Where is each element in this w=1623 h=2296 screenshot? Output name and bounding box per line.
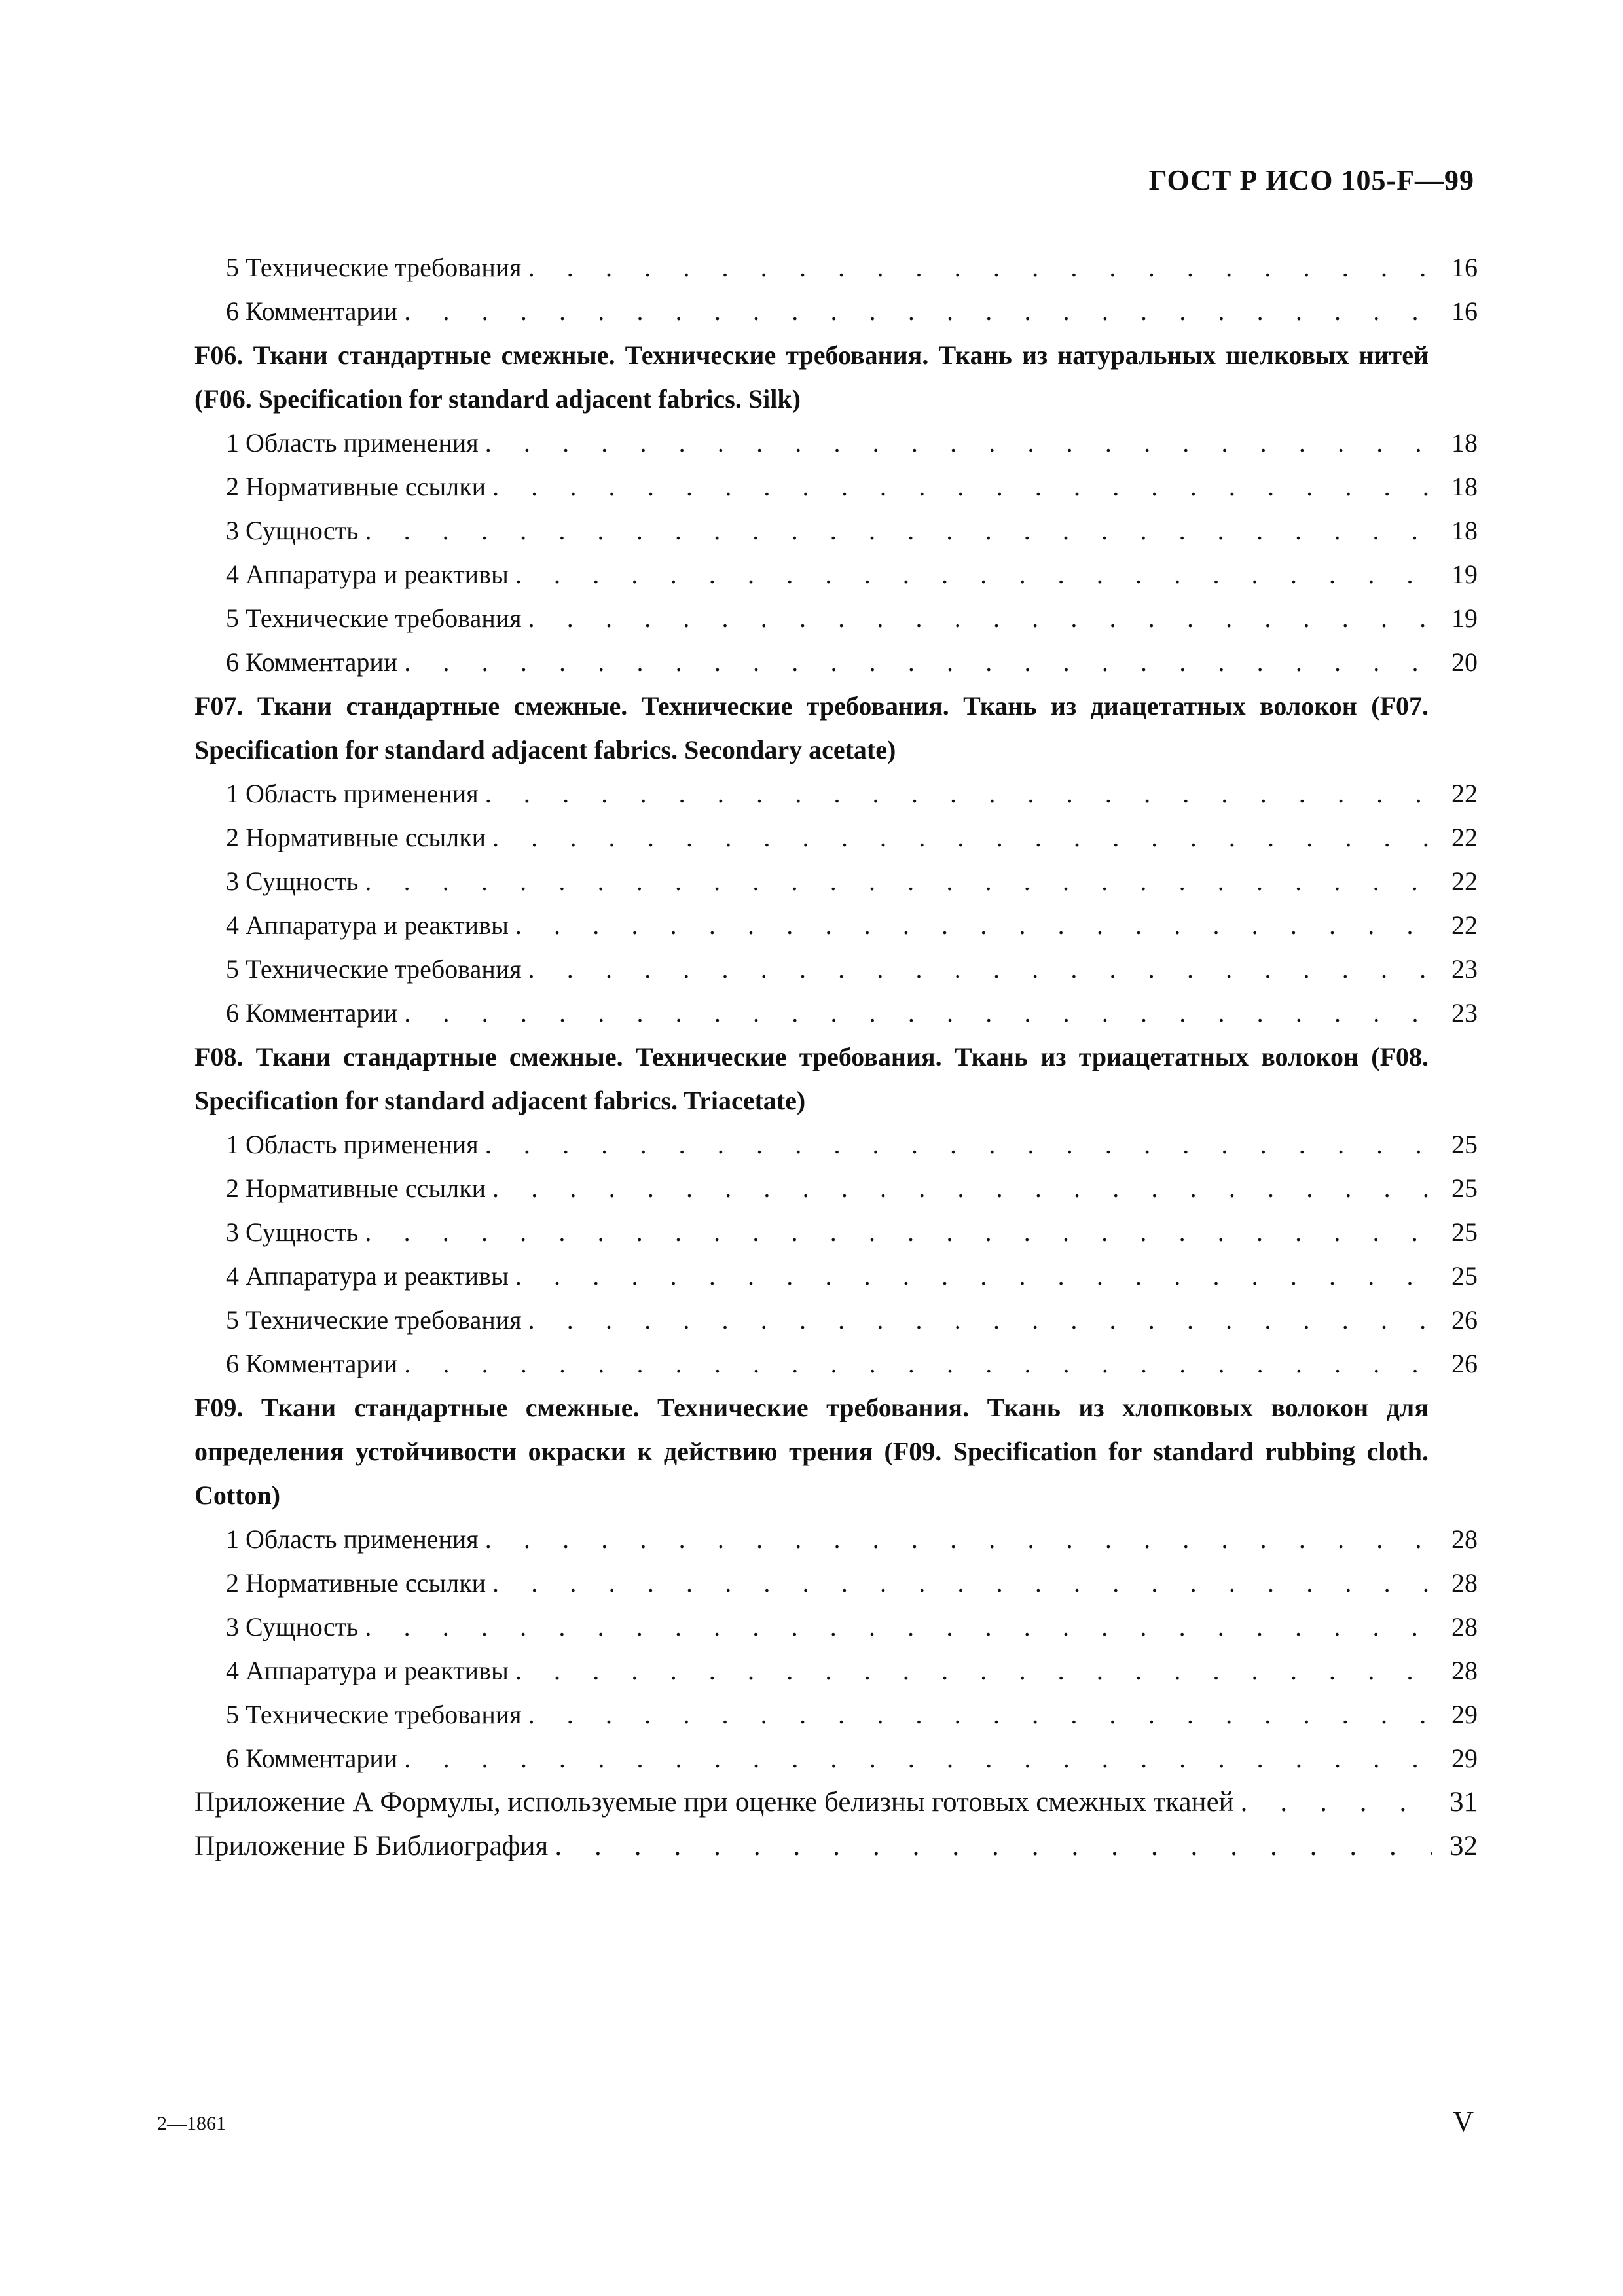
toc-entry-label: 3 Сущность — [226, 1217, 359, 1247]
toc-entry-label: 1 Область применения — [226, 779, 479, 808]
toc-page-number: 28 — [1451, 1568, 1478, 1598]
toc-entry-label: 1 Область применения — [226, 428, 479, 457]
toc-entry[interactable] — [194, 1254, 1478, 1298]
table-of-contents — [194, 245, 1478, 1868]
toc-entry-label: 5 Технические требования — [226, 603, 522, 633]
toc-page-number: 19 — [1451, 603, 1478, 633]
toc-entry-label: 2 Нормативные ссылки — [226, 1568, 486, 1598]
toc-entry[interactable] — [194, 640, 1478, 684]
toc-entry[interactable] — [194, 772, 1478, 816]
footer-page-number: V — [1453, 2106, 1474, 2138]
toc-entry[interactable] — [194, 596, 1478, 640]
toc-leader-dots — [492, 1561, 1432, 1605]
toc-page-number: 25 — [1451, 1217, 1478, 1247]
toc-entry-label: 3 Сущность — [226, 867, 359, 896]
toc-page-number: 31 — [1450, 1787, 1478, 1818]
toc-entry[interactable] — [194, 991, 1478, 1035]
toc-entry[interactable] — [194, 816, 1478, 859]
toc-entry-label: 3 Сущность — [226, 516, 359, 545]
toc-leader-dots — [528, 1693, 1432, 1736]
toc-section-heading[interactable]: F07. Ткани стандартные смежные. Технические требования. Ткань из диацетатных волокон (F07. Specification for standard adjacent fabrics. Secondary acetate) — [194, 691, 1429, 764]
toc-page-number: 22 — [1451, 910, 1478, 940]
toc-entry[interactable] — [194, 1736, 1478, 1780]
toc-entry[interactable] — [194, 1605, 1478, 1649]
toc-leader-dots — [555, 1824, 1432, 1868]
toc-entry-label: Приложение Б Библиография — [194, 1831, 549, 1861]
toc-leader-dots — [365, 1210, 1432, 1254]
toc-leader-dots — [485, 421, 1432, 465]
toc-entry[interactable] — [194, 245, 1478, 289]
toc-entry-label: 5 Технические требования — [226, 253, 522, 282]
toc-page-number: 25 — [1451, 1130, 1478, 1159]
toc-entry[interactable] — [194, 903, 1478, 947]
toc-page-number: 29 — [1451, 1744, 1478, 1773]
toc-entry-label: 4 Аппаратура и реактивы — [226, 1656, 509, 1685]
toc-leader-dots — [404, 1736, 1432, 1780]
toc-leader-dots — [485, 1517, 1432, 1561]
toc-entry-label: 4 Аппаратура и реактивы — [226, 1261, 509, 1291]
toc-entry[interactable] — [194, 947, 1478, 991]
toc-page-number: 28 — [1451, 1656, 1478, 1685]
toc-section-heading[interactable]: F09. Ткани стандартные смежные. Технические требования. Ткань из хлопковых волокон для определения устойчивости окраски к действию трения (F09. Specification for standard rubbing cloth. Cotton) — [194, 1393, 1429, 1510]
toc-entry-label: 5 Технические требования — [226, 1700, 522, 1729]
toc-entry-label: Приложение А Формулы, используемые при оценке белизны готовых смежных тканей — [194, 1787, 1234, 1818]
toc-leader-dots — [528, 245, 1432, 289]
toc-entry[interactable] — [194, 1693, 1478, 1736]
toc-entry[interactable] — [194, 421, 1478, 465]
toc-leader-dots — [485, 1122, 1432, 1166]
toc-page-number: 26 — [1451, 1305, 1478, 1335]
toc-page-number: 19 — [1451, 560, 1478, 589]
toc-entry-label: 6 Комментарии — [226, 998, 398, 1028]
toc-entry-label: 5 Технические требования — [226, 1305, 522, 1335]
toc-page-number: 23 — [1451, 954, 1478, 984]
toc-page-number: 22 — [1451, 779, 1478, 808]
toc-entry[interactable] — [194, 1122, 1478, 1166]
toc-entry-label: 6 Комментарии — [226, 1744, 398, 1773]
toc-leader-dots — [404, 1342, 1432, 1386]
toc-page-number: 22 — [1451, 867, 1478, 896]
toc-page-number: 29 — [1451, 1700, 1478, 1729]
toc-entry-label: 4 Аппаратура и реактивы — [226, 910, 509, 940]
toc-page-number: 18 — [1451, 516, 1478, 545]
toc-entry-label: 2 Нормативные ссылки — [226, 823, 486, 852]
toc-leader-dots — [365, 859, 1432, 903]
toc-leader-dots — [365, 1605, 1432, 1649]
toc-leader-dots — [404, 991, 1432, 1035]
toc-entry[interactable] — [194, 1166, 1478, 1210]
toc-leader-dots — [492, 816, 1432, 859]
toc-entry[interactable] — [194, 465, 1478, 509]
toc-leader-dots — [1241, 1780, 1432, 1824]
toc-entry[interactable] — [194, 1649, 1478, 1693]
toc-leader-dots — [365, 509, 1432, 552]
toc-page-number: 20 — [1451, 647, 1478, 677]
toc-page-number: 22 — [1451, 823, 1478, 852]
toc-leader-dots — [515, 552, 1432, 596]
toc-leader-dots — [492, 1166, 1432, 1210]
toc-leader-dots — [528, 1298, 1432, 1342]
toc-entry[interactable] — [194, 1517, 1478, 1561]
toc-page-number: 18 — [1451, 472, 1478, 501]
toc-page-number: 25 — [1451, 1174, 1478, 1203]
toc-entry[interactable] — [194, 1342, 1478, 1386]
toc-entry[interactable] — [194, 1298, 1478, 1342]
toc-entry[interactable] — [194, 509, 1478, 552]
toc-entry-label: 6 Комментарии — [226, 647, 398, 677]
toc-leader-dots — [404, 289, 1432, 333]
toc-entry-label: 6 Комментарии — [226, 1349, 398, 1378]
toc-entry-label: 1 Область применения — [226, 1524, 479, 1554]
toc-entry[interactable] — [194, 289, 1478, 333]
toc-page-number: 18 — [1451, 428, 1478, 457]
footer-print-code: 2—1861 — [157, 2113, 226, 2134]
toc-entry-label: 4 Аппаратура и реактивы — [226, 560, 509, 589]
toc-entry-label: 5 Технические требования — [226, 954, 522, 984]
toc-page-number: 16 — [1451, 296, 1478, 326]
toc-page-number: 28 — [1451, 1524, 1478, 1554]
toc-leader-dots — [492, 465, 1432, 509]
toc-entry-label: 3 Сущность — [226, 1612, 359, 1641]
toc-page-number: 23 — [1451, 998, 1478, 1028]
toc-entry[interactable] — [194, 1561, 1478, 1605]
toc-entry[interactable] — [194, 1210, 1478, 1254]
toc-page-number: 26 — [1451, 1349, 1478, 1378]
toc-leader-dots — [515, 1254, 1432, 1298]
toc-entry-label: 6 Комментарии — [226, 296, 398, 326]
standard-title: ГОСТ Р ИСО 105-F—99 — [1148, 164, 1474, 196]
toc-leader-dots — [528, 596, 1432, 640]
toc-section-heading[interactable]: F06. Ткани стандартные смежные. Технические требования. Ткань из натуральных шелковых нитей (F06. Specification for standard adjacent fabrics. Silk) — [194, 340, 1429, 414]
toc-entry[interactable] — [194, 1780, 1478, 1824]
toc-page-number: 16 — [1451, 253, 1478, 282]
toc-page-number: 28 — [1451, 1612, 1478, 1641]
toc-entry[interactable] — [194, 1824, 1478, 1868]
toc-leader-dots — [404, 640, 1432, 684]
toc-section-heading[interactable]: F08. Ткани стандартные смежные. Технические требования. Ткань из триацетатных волокон (F08. Specification for standard adjacent fabrics. Triacetate) — [194, 1042, 1429, 1115]
toc-leader-dots — [485, 772, 1432, 816]
toc-page-number: 25 — [1451, 1261, 1478, 1291]
toc-entry-label: 2 Нормативные ссылки — [226, 472, 486, 501]
toc-entry-label: 1 Область применения — [226, 1130, 479, 1159]
toc-leader-dots — [515, 1649, 1432, 1693]
toc-entry-label: 2 Нормативные ссылки — [226, 1174, 486, 1203]
toc-leader-dots — [515, 903, 1432, 947]
toc-leader-dots — [528, 947, 1432, 991]
toc-page-number: 32 — [1450, 1831, 1478, 1861]
toc-entry[interactable] — [194, 552, 1478, 596]
toc-entry[interactable] — [194, 859, 1478, 903]
